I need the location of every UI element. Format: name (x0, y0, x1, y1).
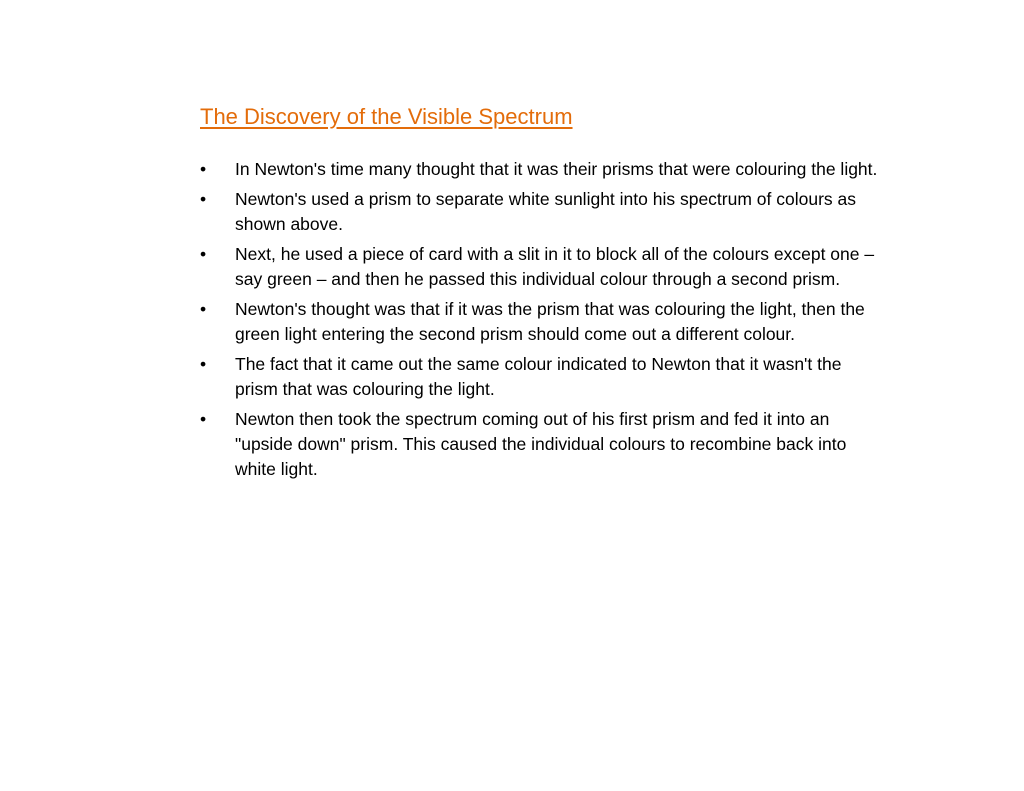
bullet-icon: • (200, 189, 207, 209)
bullet-text: Next, he used a piece of card with a slit in it to block all of the colours except one – say green – and then he passed this individual colour through a second prism. (235, 244, 875, 289)
bullet-item (200, 242, 880, 292)
bullet-item (200, 297, 880, 347)
bullet-icon: • (200, 354, 207, 374)
bullet-item (200, 407, 880, 482)
bullet-icon: • (200, 299, 207, 319)
bullet-icon: • (200, 409, 207, 429)
bullet-icon: • (200, 244, 207, 264)
bullet-text: In Newton's time many thought that it was their prisms that were colouring the light. (235, 159, 878, 179)
bullet-text: The fact that it came out the same colour indicated to Newton that it wasn't the prism that was colouring the light. (235, 354, 842, 399)
bullet-text: Newton's thought was that if it was the prism that was colouring the light, then the green light entering the second prism should come out a different colour. (235, 299, 865, 344)
slide-title: The Discovery of the Visible Spectrum (200, 104, 573, 129)
bullet-item (200, 157, 880, 182)
bullet-icon: • (200, 159, 207, 179)
bullet-list (200, 157, 880, 487)
bullet-text: Newton's used a prism to separate white sunlight into his spectrum of colours as shown above. (235, 189, 857, 234)
bullet-text: Newton then took the spectrum coming out of his first prism and fed it into an "upside down" prism. This caused the individual colours to recombine back into white light. (235, 409, 847, 479)
bullet-item (200, 187, 880, 237)
bullet-item (200, 352, 880, 402)
